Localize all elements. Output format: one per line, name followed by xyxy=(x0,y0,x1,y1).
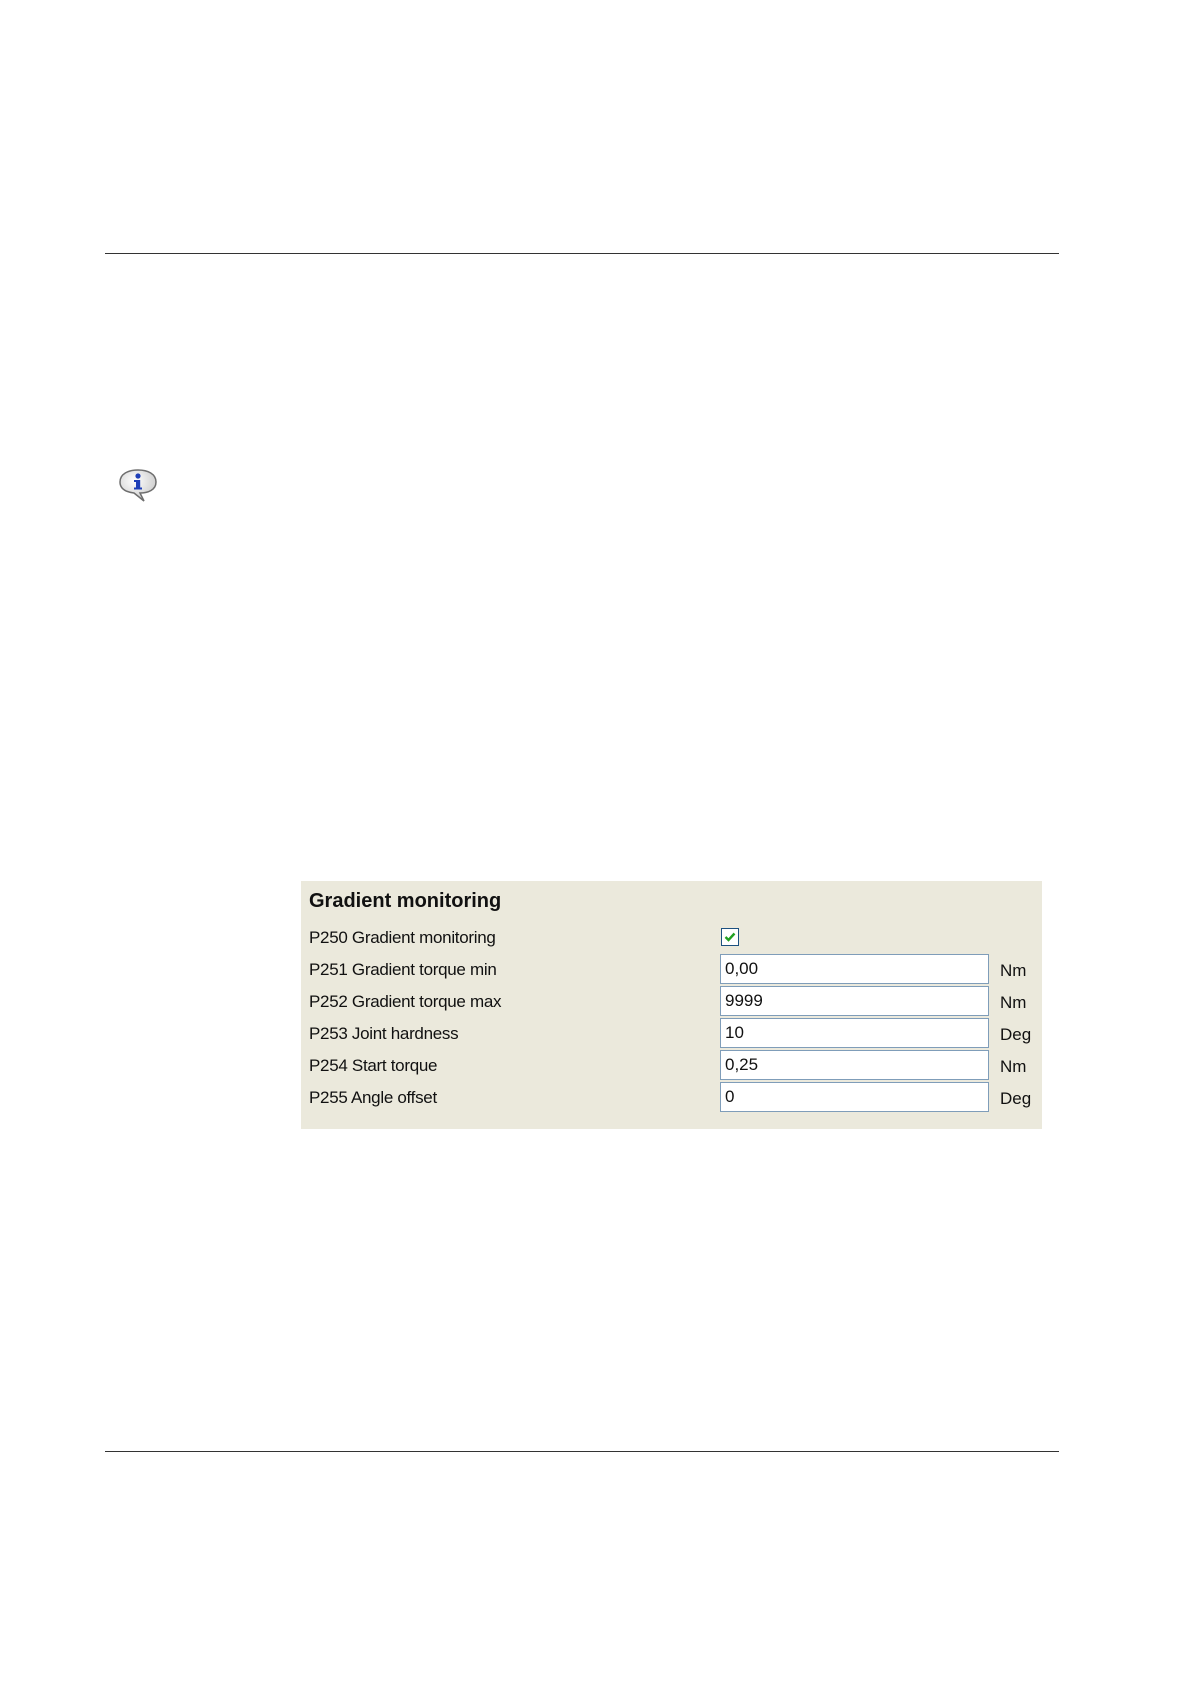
unit-label: Nm xyxy=(1000,1057,1027,1076)
gradient-torque-max-input[interactable]: 9999 xyxy=(720,986,989,1016)
unit-label: Deg xyxy=(1000,1089,1032,1108)
row-label: P251 Gradient torque min xyxy=(309,960,497,979)
row-label: P254 Start torque xyxy=(309,1056,438,1075)
gradient-monitoring-panel xyxy=(301,881,1042,1129)
angle-offset-input[interactable]: 0 xyxy=(720,1082,989,1112)
start-torque-input[interactable]: 0,25 xyxy=(720,1050,989,1080)
row-p251 xyxy=(301,953,1042,985)
checkmark-icon xyxy=(723,930,737,944)
row-p254 xyxy=(301,1049,1042,1081)
row-p252 xyxy=(301,985,1042,1017)
info-icon xyxy=(116,468,160,504)
unit-label: Deg xyxy=(1000,1025,1032,1044)
top-divider xyxy=(105,253,1059,254)
panel-title: Gradient monitoring xyxy=(309,890,502,912)
joint-hardness-input[interactable]: 10 xyxy=(720,1018,989,1048)
row-p255 xyxy=(301,1081,1042,1113)
row-p250 xyxy=(301,921,1042,953)
row-label: P250 Gradient monitoring xyxy=(309,928,496,947)
gradient-monitoring-checkbox[interactable] xyxy=(721,928,739,946)
row-p253 xyxy=(301,1017,1042,1049)
row-label: P253 Joint hardness xyxy=(309,1024,459,1043)
row-label: P252 Gradient torque max xyxy=(309,992,502,1011)
row-label: P255 Angle offset xyxy=(309,1088,437,1107)
bottom-divider xyxy=(105,1451,1059,1452)
unit-label: Nm xyxy=(1000,961,1027,980)
gradient-torque-min-input[interactable]: 0,00 xyxy=(720,954,989,984)
unit-label: Nm xyxy=(1000,993,1027,1012)
